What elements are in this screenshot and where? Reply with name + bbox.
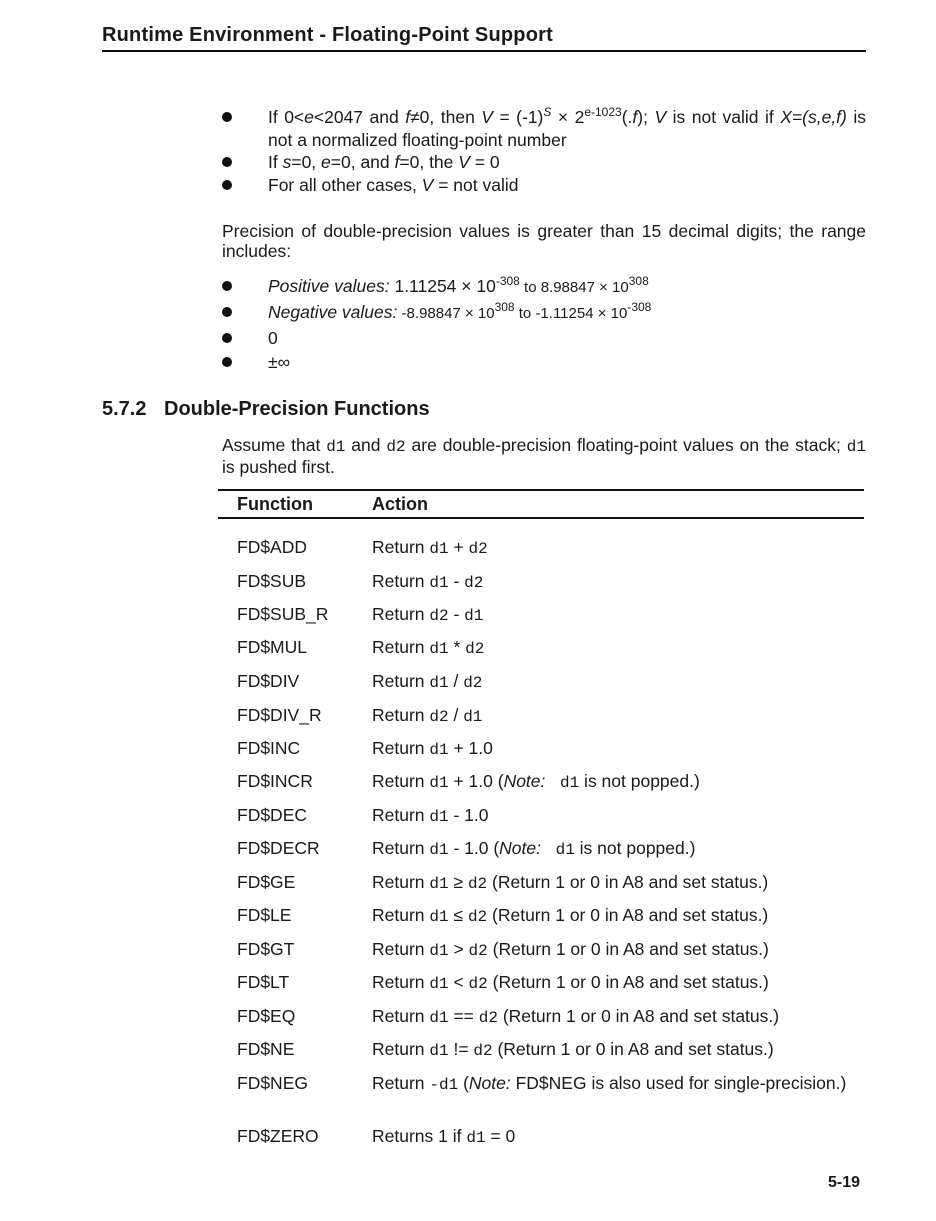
validity-rules-list bbox=[222, 106, 866, 196]
range-negative: Negative values: $-8.98847 \times 10^{308}$ to $-1.11254 \times 10^{-308}$ bbox=[222, 300, 866, 326]
range-infinity: ±∞ bbox=[222, 350, 866, 374]
validity-rule-other: For all other cases, V = not valid bbox=[222, 174, 866, 197]
bullet-icon bbox=[222, 281, 232, 291]
range-list bbox=[222, 274, 866, 374]
range-positive: Positive values: $1.11254 \times 10^{-308}$ to $8.98847 \times 10^{308}$ bbox=[222, 274, 866, 300]
header-rule bbox=[102, 50, 866, 52]
table-top-rule bbox=[218, 489, 864, 491]
range-zero: 0 bbox=[222, 326, 866, 350]
column-header-function: Function bbox=[237, 494, 313, 514]
bullet-icon bbox=[222, 112, 232, 122]
bullet-icon bbox=[222, 180, 232, 190]
precision-paragraph: Precision of double-precision values is greater than 15 decimal digits; the range includes: bbox=[222, 221, 866, 261]
intro-paragraph: Assume that d1 and d2 are double-precision floating-point values on the stack; d1 is pushed first. bbox=[222, 435, 866, 477]
section-number: 5.7.2 bbox=[102, 398, 147, 420]
page-number: 5-19 bbox=[828, 1174, 861, 1191]
bullet-icon bbox=[222, 333, 232, 343]
column-header-action: Action bbox=[372, 494, 428, 514]
bullet-icon bbox=[222, 357, 232, 367]
validity-rule-normalized: If 0<e<2047 and f≠0, then $V = (-1)^S \times 2^{e-1023}(.f)$; V is not valid if X=(s,e,f) is not a normalized floating-point number bbox=[222, 106, 866, 151]
table-header-rule bbox=[218, 517, 864, 519]
running-head: Runtime Environment - Floating-Point Support bbox=[102, 24, 553, 46]
section-title: Double-Precision Functions bbox=[164, 398, 430, 420]
validity-rule-zero: If s=0, e=0, and f=0, the V = 0 bbox=[222, 151, 866, 174]
section-heading bbox=[102, 398, 430, 421]
bullet-icon bbox=[222, 307, 232, 317]
bullet-icon bbox=[222, 157, 232, 167]
